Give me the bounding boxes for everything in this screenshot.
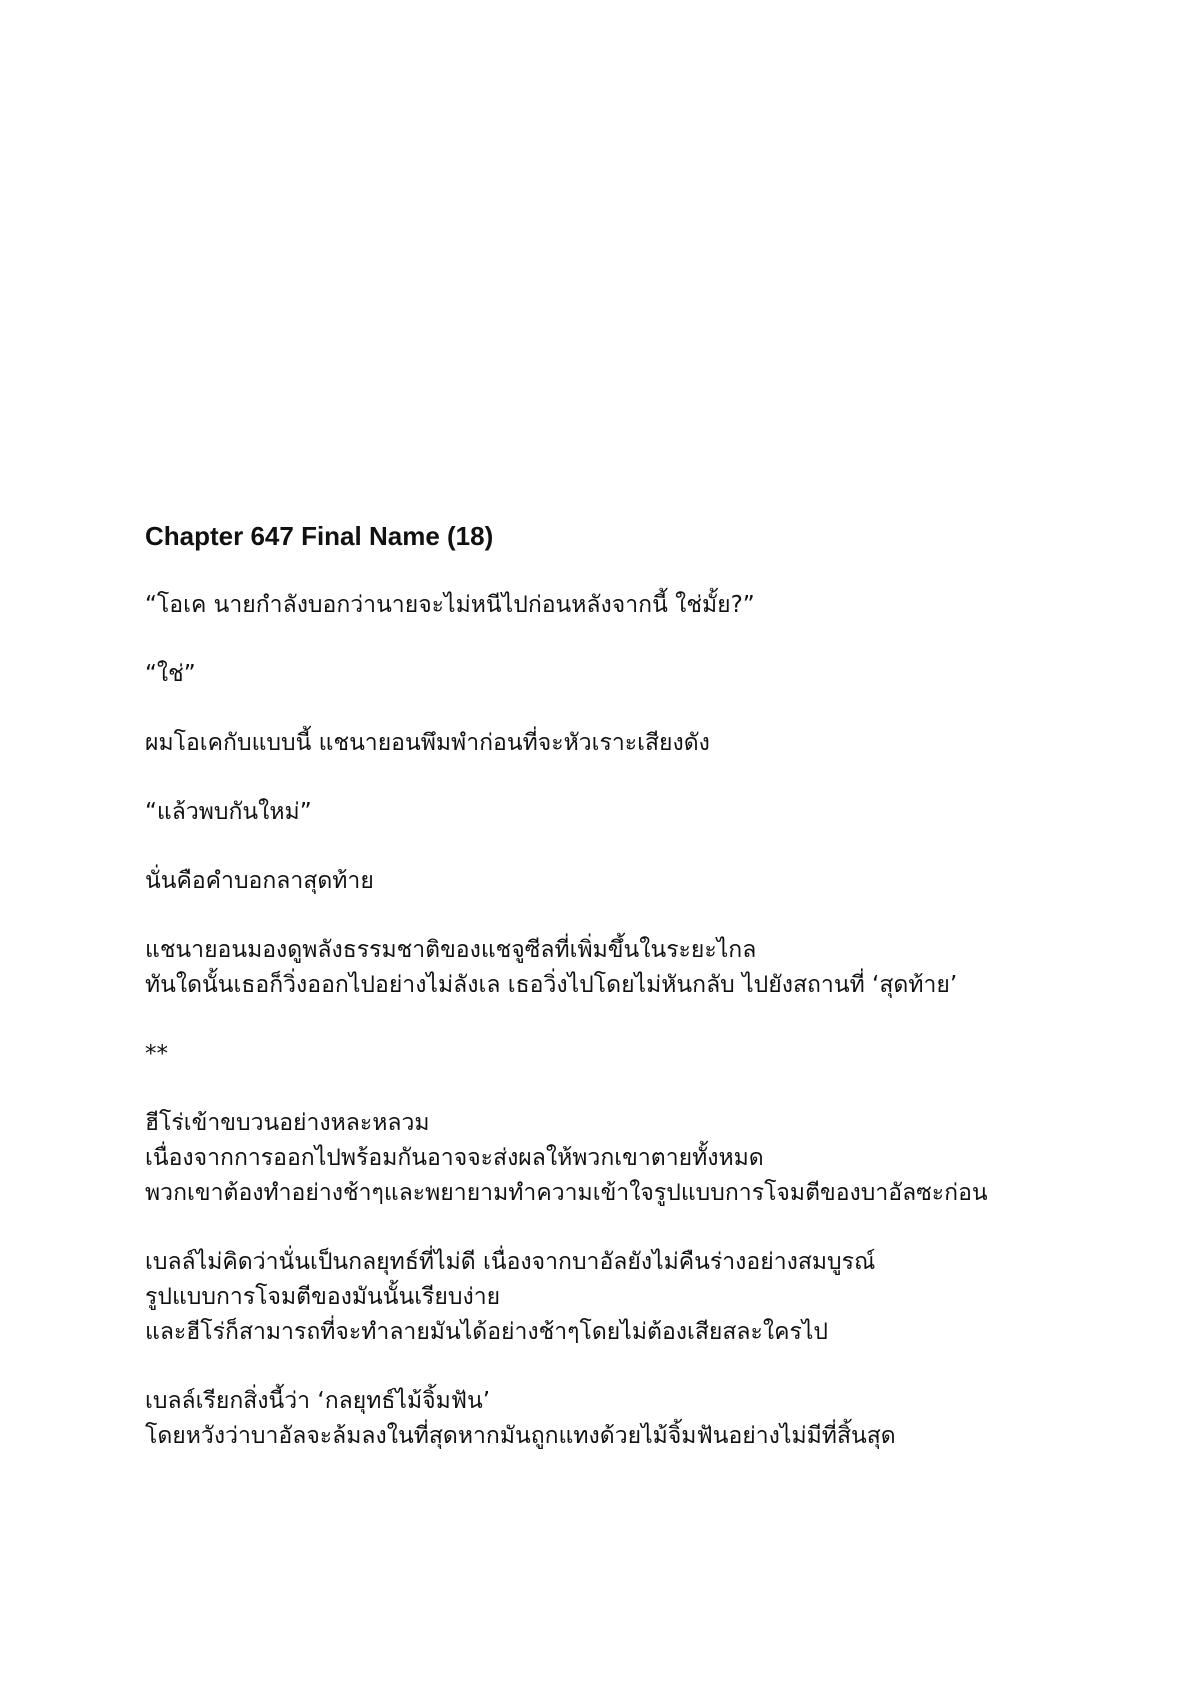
text-line: โดยหวังว่าบาอัลจะล้มลงในที่สุดหากมันถูกแทงด้วยไม้จิ้มฟันอย่างไม่มีที่สิ้นสุด [145,1423,896,1449]
text-line: รูปแบบการโจมตีของมันนั้นเรียบง่าย [145,1284,501,1310]
text-line: เบลล์เรียกสิ่งนี้ว่า ‘กลยุทธ์ไม้จิ้มฟัน’ [145,1388,491,1414]
text-line: “ใช่” [145,661,196,687]
text-line: นั่นคือคำบอกลาสุดท้าย [145,868,374,894]
paragraph [145,1384,1065,1454]
paragraph [145,1245,1065,1350]
text-line: เบลล์ไม่คิดว่านั่นเป็นกลยุทธ์ที่ไม่ดี เนื่องจากบาอัลยังไม่คืนร่างอย่างสมบูรณ์ [145,1249,876,1275]
chapter-title: Chapter 647 Final Name (18) [145,521,494,551]
text-line: ทันใดนั้นเธอก็วิ่งออกไปอย่างไม่ลังเล เธอวิ่งไปโดยไม่หันกลับ ไปยังสถานที่ ‘สุดท้าย’ [145,972,958,998]
section-separator [145,1037,1065,1072]
document-body [145,518,1065,1488]
text-line: แชนายอนมองดูพลังธรรมชาติของแชจูซีลที่เพิ่มขึ้นในระยะไกล [145,937,757,963]
text-line: ** [145,1041,168,1067]
text-line: “โอเค นายกำลังบอกว่านายจะไม่หนีไปก่อนหลังจากนี้ ใช่มั้ย?” [145,592,755,618]
paragraph [145,864,1065,899]
paragraph [145,795,1065,830]
paragraph [145,1106,1065,1211]
text-line: “แล้วพบกันใหม่” [145,799,312,825]
paragraph [145,726,1065,761]
text-line: พวกเขาต้องทำอย่างช้าๆและพยายามทำความเข้าใจรูปแบบการโจมตีของบาอัลซะก่อน [145,1180,988,1206]
text-line: เนื่องจากการออกไปพร้อมกันอาจจะส่งผลให้พวกเขาตายทั้งหมด [145,1145,764,1171]
text-line: ผมโอเคกับแบบนี้ แชนายอนพึมพำก่อนที่จะหัวเราะเสียงดัง [145,730,710,756]
text-line: และฮีโร่ก็สามารถที่จะทำลายมันได้อย่างช้าๆโดยไม่ต้องเสียสละใครไป [145,1319,828,1345]
text-line: ฮีโร่เข้าขบวนอย่างหละหลวม [145,1110,430,1136]
paragraph [145,588,1065,623]
paragraph [145,933,1065,1003]
paragraph [145,657,1065,692]
